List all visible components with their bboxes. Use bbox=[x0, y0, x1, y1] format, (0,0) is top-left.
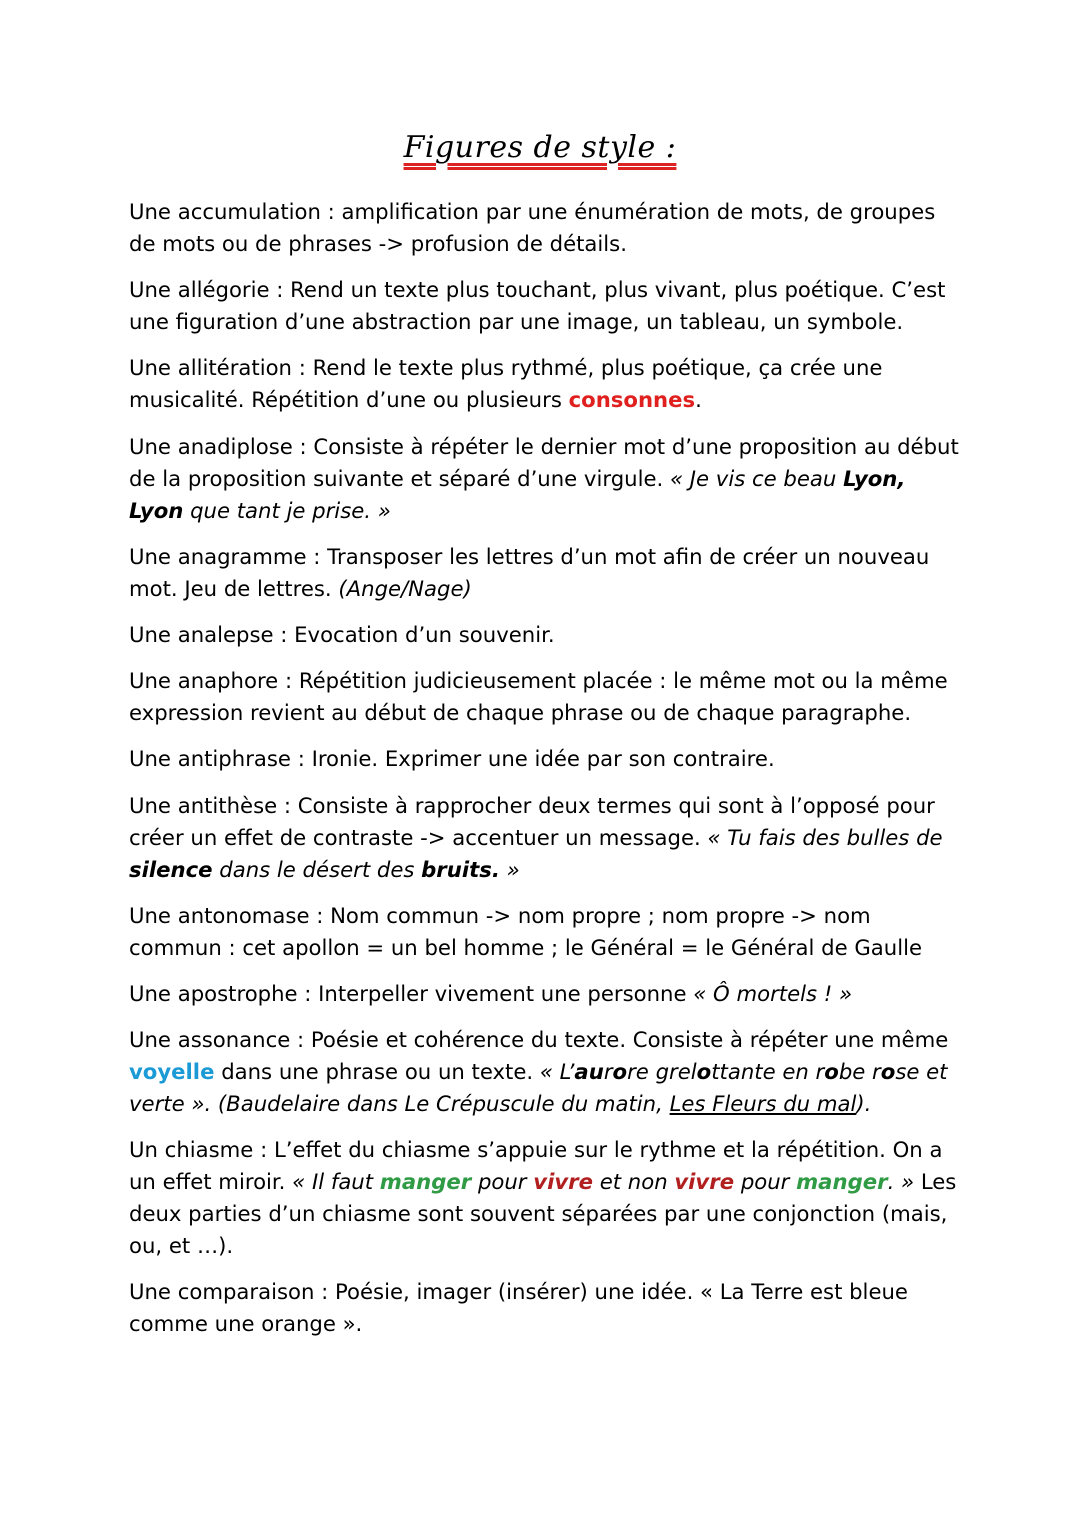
entry-assonance: Une assonance : Poésie et cohérence du texte. Consiste à répéter une même voyelle dans une phrase ou un texte. « L’aurore grelottante en robe rose et verte ». (Baudelaire dans Le Crépuscule du matin, Les Fleurs du mal). bbox=[129, 1027, 949, 1117]
entry-antithese: Une antithèse : Consiste à rapprocher deux termes qui sont à l’opposé pour créer un effet de contraste -> accentuer un message. « Tu fais des bulles de silence dans le désert des bruits. » bbox=[129, 792, 943, 882]
page-title: Figures de style : bbox=[403, 130, 677, 165]
definitions-list bbox=[129, 196, 959, 1355]
entry-anaphore: Une anaphore : Répétition judicieusement placée : le même mot ou la même expression revient au début de chaque phrase ou de chaque paragraphe. bbox=[129, 668, 948, 726]
entry-alliteration: Une allitération : Rend le texte plus rythmé, plus poétique, ça crée une musicalité. Répétition d’une ou plusieurs consonnes. bbox=[129, 355, 883, 413]
entry-antiphrase: Une antiphrase : Ironie. Exprimer une idée par son contraire. bbox=[129, 746, 775, 772]
entry-analepse: Une analepse : Evocation d’un souvenir. bbox=[129, 621, 555, 647]
highlight-consonnes: consonnes bbox=[568, 387, 696, 413]
entry-accumulation: Une accumulation : amplification par une énumération de mots, de groupes de mots ou de phrases -> profusion de détails. bbox=[129, 199, 936, 256]
entry-chiasme: Un chiasme : L’effet du chiasme s’appuie sur le rythme et la répétition. On a un effet miroir. « Il faut manger pour vivre et non vivre pour manger. » Les deux parties d’un chiasme sont souvent séparées par une conjonction (mais, ou, et …). bbox=[129, 1137, 957, 1259]
highlight-voyelle: voyelle bbox=[129, 1059, 215, 1085]
entry-apostrophe: Une apostrophe : Interpeller vivement une personne « Ô mortels ! » bbox=[129, 980, 853, 1006]
entry-anadiplose: Une anadiplose : Consiste à répéter le dernier mot d’une proposition au début de la proposition suivante et séparé d’une virgule. « Je vis ce beau Lyon, Lyon que tant je prise. » bbox=[129, 433, 959, 523]
entry-comparaison: Une comparaison : Poésie, imager (insérer) une idée. « La Terre est bleue comme une orange ». bbox=[129, 1279, 908, 1337]
entry-antonomase: Une antonomase : Nom commun -> nom propre ; nom propre -> nom commun : cet apollon = un bel homme ; le Général = le Général de Gaulle bbox=[129, 902, 923, 960]
entry-anagramme: Une anagramme : Transposer les lettres d’un mot afin de créer un nouveau mot. Jeu de lettres. (Ange/Nage) bbox=[129, 543, 930, 601]
book-title: Les Fleurs du mal bbox=[669, 1091, 857, 1117]
entry-allegorie: Une allégorie : Rend un texte plus touchant, plus vivant, plus poétique. C’est une figuration d’une abstraction par une image, un tableau, un symbole. bbox=[129, 277, 946, 335]
